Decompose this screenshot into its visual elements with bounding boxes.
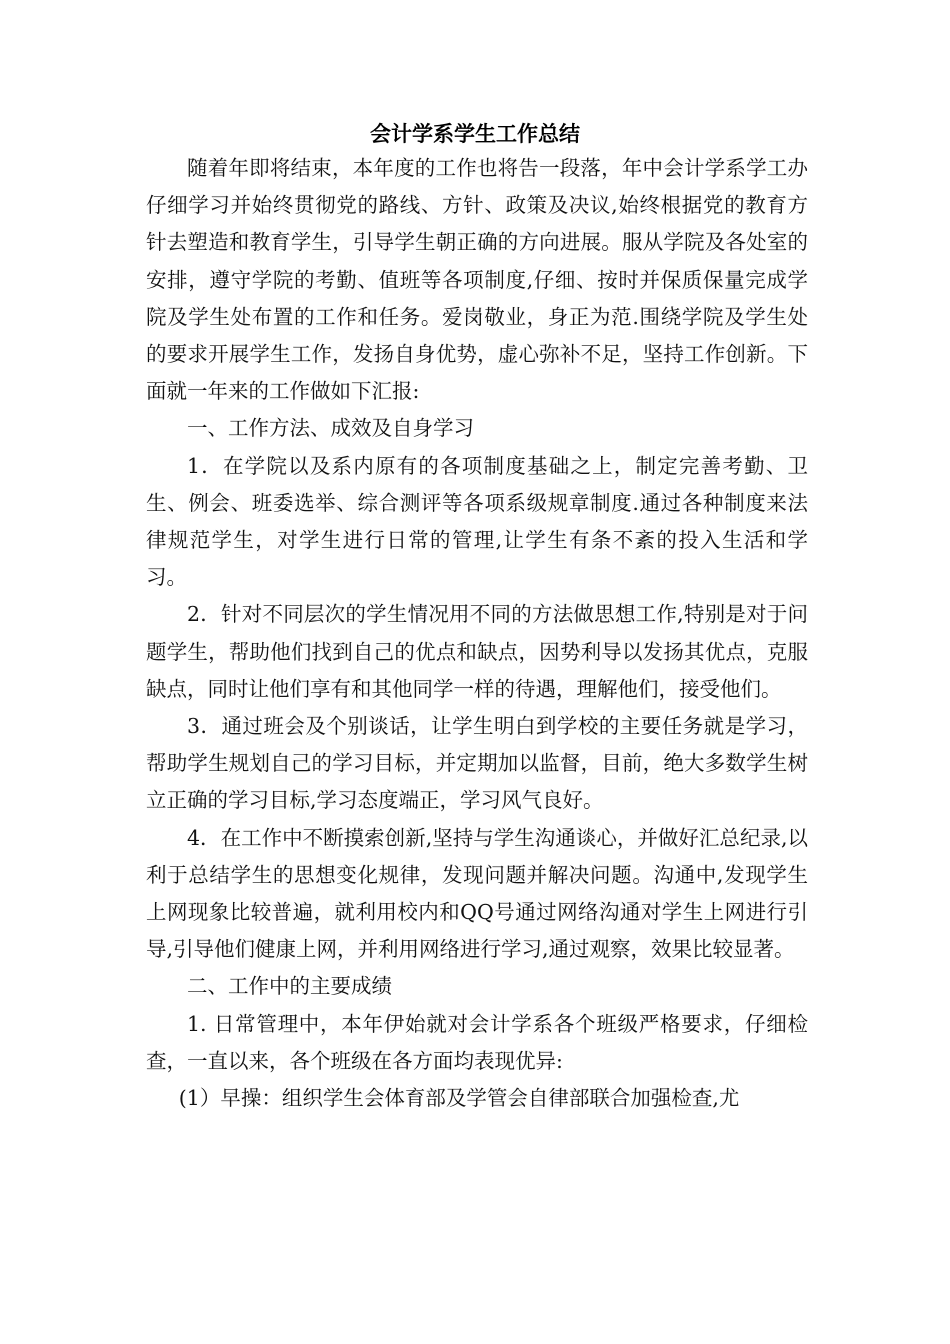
list-item-3: 3．通过班会及个别谈话，让学生明白到学校的主要任务就是学习，帮助学生规划自己的学习目标，并定期加以监督，目前，绝大多数学生树立正确的学习目标,学习态度端正，学习风气良好。 — [146, 714, 808, 813]
intro-paragraph: 随着年即将结束，本年度的工作也将告一段落，年中会计学系学工办仔细学习并始终贯彻党的路线、方针、政策及决议,始终根据党的教育方针去塑造和教育学生，引导学生朝正确的方向进展。服从学院及各处室的安排，遵守学院的考勤、值班等各项制度,仔细、按时并保质保量完成学院及学生处布置的工作和任务。爱岗敬业，身正为范.围绕学院及学生处的要求开展学生工作，发扬自身优势，虚心弥补不足，坚持工作创新。下面就一年来的工作做如下汇报: — [146, 156, 808, 404]
list-item-4: 4．在工作中不断摸索创新,坚持与学生沟通谈心，并做好汇总纪录,以利于总结学生的思想变化规律，发现问题并解决问题。沟通中,发现学生上网现象比较普遍，就利用校内和QQ号通过网络沟通对学生上网进行引导,引导他们健康上网，并利用网络进行学习,通过观察，效果比较显著。 — [146, 825, 808, 962]
document-body — [146, 150, 808, 1117]
document-title: 会计学系学生工作总结 — [370, 121, 580, 146]
list-item-2: 2．针对不同层次的学生情况用不同的方法做思想工作,特别是对于问题学生，帮助他们找到自己的优点和缺点，因势利导以发扬其优点，克服缺点，同时让他们享有和其他同学一样的待遇，理解他们，接受他们。 — [146, 602, 808, 701]
section-heading-1: 一、工作方法、成效及自身学习 — [187, 416, 474, 441]
achievement-item-1: 1. 日常管理中，本年伊始就对会计学系各个班级严格要求，仔细检查，一直以来，各个班级在各方面均表现优异: — [146, 1011, 808, 1073]
sub-item-morning-exercise: (1）早操：组织学生会体育部及学管会自律部联合加强检查,尤 — [178, 1086, 740, 1111]
section-heading-2: 二、工作中的主要成绩 — [187, 974, 392, 999]
list-item-1: 1．在学院以及系内原有的各项制度基础之上，制定完善考勤、卫生、例会、班委选举、综合测评等各项系级规章制度.通过各种制度来法律规范学生，对学生进行日常的管理,让学生有条不紊的投入生活和学习。 — [146, 453, 808, 590]
